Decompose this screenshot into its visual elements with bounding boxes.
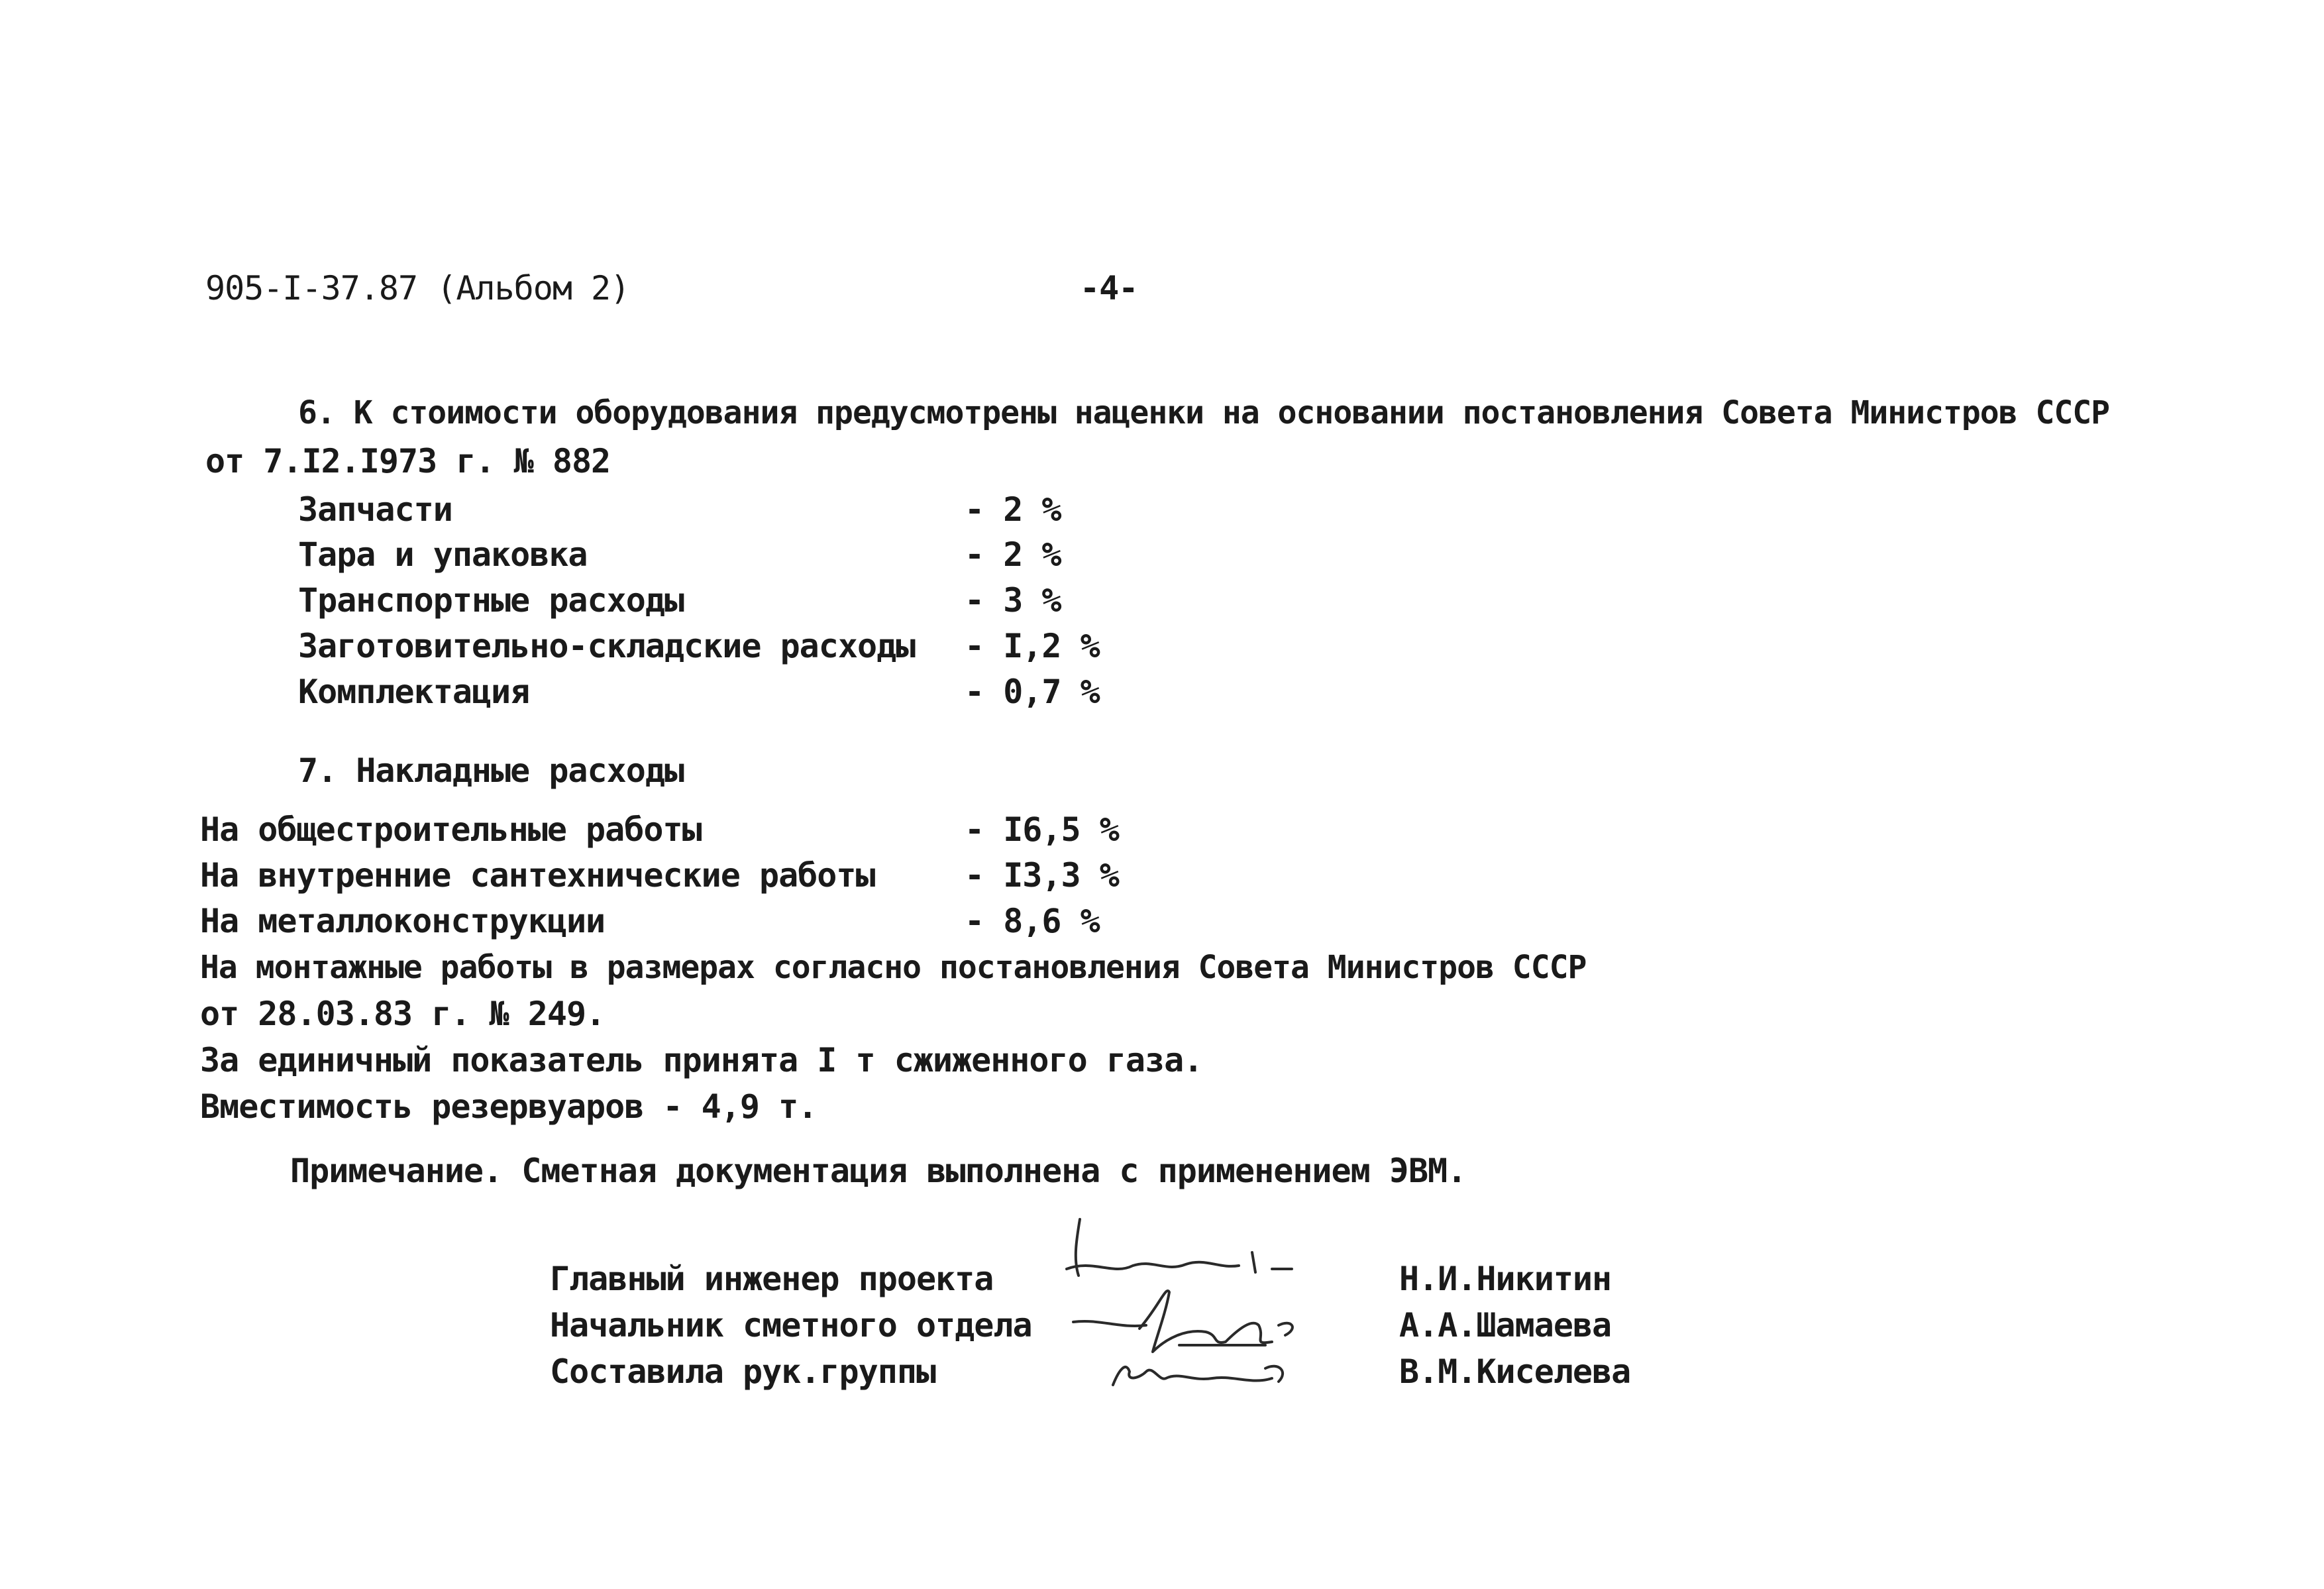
section7-title: 7. Накладные расходы <box>298 751 684 790</box>
overhead-item-value: - 8,6 % <box>965 902 1100 940</box>
markup-item-value: - 3 % <box>965 581 1061 620</box>
overhead-item-value: - I6,5 % <box>965 810 1119 849</box>
signature-role: Начальник сметного отдела <box>550 1306 1032 1344</box>
signature-role: Составила рук.группы <box>550 1352 936 1391</box>
markup-item-value: - 0,7 % <box>965 673 1100 711</box>
unit-line: За единичный показатель принята I т сжиженного газа. <box>200 1041 1203 1079</box>
overhead-item-value: - I3,3 % <box>965 856 1119 895</box>
section6-intro-line2: от 7.I2.I973 г. № 882 <box>205 442 611 480</box>
markup-item-label: Тара и упаковка <box>298 535 588 574</box>
overhead-item-label: На внутренние сантехнические работы <box>200 856 875 895</box>
montage-line2: от 28.03.83 г. № 249. <box>200 995 606 1033</box>
note-line: Примечание. Сметная документация выполнена с применением ЭВМ. <box>290 1152 1467 1190</box>
overhead-item-label: На металлоконструкции <box>200 902 606 940</box>
markup-item-value: - 2 % <box>965 490 1061 529</box>
page-number: -4- <box>1080 269 1138 307</box>
markup-item-label: Транспортные расходы <box>298 581 684 620</box>
signature-name: В.М.Киселева <box>1399 1352 1631 1391</box>
overhead-item-label: На общестроительные работы <box>200 810 702 849</box>
capacity-line: Вместимость резервуаров - 4,9 т. <box>200 1087 818 1126</box>
handwritten-signatures <box>1053 1213 1358 1411</box>
markup-item-value: - 2 % <box>965 535 1061 574</box>
montage-line1: На монтажные работы в размерах согласно постановления Совета Министров СССР <box>200 949 1587 986</box>
markup-item-value: - I,2 % <box>965 627 1100 665</box>
signature-role: Главный инженер проекта <box>550 1260 994 1298</box>
markup-item-label: Запчасти <box>298 490 452 529</box>
markup-item-label: Комплектация <box>298 673 530 711</box>
signature-name: Н.И.Никитин <box>1399 1260 1612 1298</box>
markup-item-label: Заготовительно-складские расходы <box>298 627 916 665</box>
document-code: 905-I-37.87 (Альбом 2) <box>205 269 630 307</box>
section6-intro-line1: 6. К стоимости оборудования предусмотрены наценки на основании постановления Совета Министров СССР <box>298 394 2110 431</box>
signature-name: А.А.Шамаева <box>1399 1306 1612 1344</box>
